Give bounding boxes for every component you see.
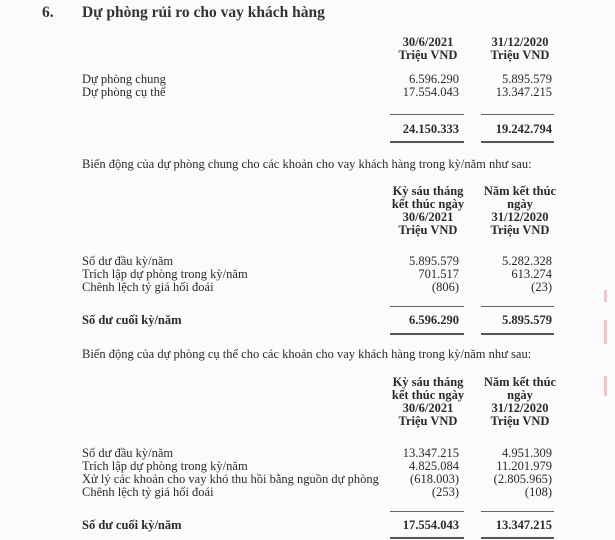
subtotal-rule xyxy=(481,114,554,115)
row-value: 13.347.215 xyxy=(402,446,459,460)
subtotal-rule xyxy=(481,306,554,307)
header-line: Kỳ sáu tháng xyxy=(392,375,464,389)
header-unit: Triệu VND xyxy=(490,414,550,428)
row-value: 11.201.979 xyxy=(496,459,552,473)
row-label: Số dư đầu kỳ/năm xyxy=(82,254,174,268)
header-date: 30/6/2021 xyxy=(402,210,454,224)
row-value: (618.003) xyxy=(410,472,459,486)
section-number: 6. xyxy=(42,4,54,21)
header-line: ngày xyxy=(507,197,533,211)
summary-header-col2 xyxy=(470,36,570,62)
general-header-col2 xyxy=(470,185,570,237)
summary-header-col1 xyxy=(378,36,478,62)
header-unit: Triệu VND xyxy=(398,414,458,428)
header-line: Năm kết thúc xyxy=(483,375,557,389)
row-label: Xử lý các khoản cho vay khó thu hồi bằng nguồn dự phòng xyxy=(82,472,379,486)
row-value: 5.895.579 xyxy=(409,254,459,268)
total-label: Số dư cuối kỳ/năm xyxy=(82,313,182,327)
row-label: Dự phòng chung xyxy=(82,72,166,86)
header-line: kết thúc ngày xyxy=(391,388,465,402)
subtotal-rule xyxy=(390,306,464,307)
general-intro: Biến động của dự phòng chung cho các khoản cho vay khách hàng trong kỳ/năm như sau: xyxy=(82,157,532,171)
header-date: 31/12/2020 xyxy=(491,210,549,224)
row-value: 4.825.084 xyxy=(409,459,459,473)
row-value: 5.282.328 xyxy=(502,254,552,268)
row-value: (806) xyxy=(431,280,459,294)
header-unit: Triệu VND xyxy=(398,223,458,237)
subtotal-rule xyxy=(390,114,464,115)
total-label: Số dư cuối kỳ/năm xyxy=(82,518,182,532)
subtotal-rule xyxy=(390,511,464,512)
specific-header-col1 xyxy=(378,376,478,428)
row-label: Chênh lệch tỷ giá hối đoái xyxy=(82,485,214,499)
row-value: 13.347.215 xyxy=(495,85,552,99)
row-label: Trích lập dự phòng trong kỳ/năm xyxy=(82,267,248,281)
header-date: 31/12/2020 xyxy=(491,401,549,415)
header-date: 30/6/2021 xyxy=(402,35,454,49)
total-value: 5.895.579 xyxy=(502,313,552,327)
total-value: 13.347.215 xyxy=(495,518,552,532)
row-value: 6.596.290 xyxy=(409,72,459,86)
row-value: 4.951.309 xyxy=(502,446,552,460)
row-label: Dự phòng cụ thể xyxy=(82,85,166,99)
total-value: 17.554.043 xyxy=(402,518,459,532)
specific-header-col2 xyxy=(470,376,570,428)
total-rule xyxy=(390,141,464,143)
header-line: Năm kết thúc xyxy=(483,184,557,198)
subtotal-rule xyxy=(481,511,554,512)
general-header-col1 xyxy=(378,185,478,237)
specific-intro: Biến động của dự phòng cụ thể cho các khoản cho vay khách hàng trong kỳ/năm như sau: xyxy=(82,347,532,361)
total-rule xyxy=(481,141,554,143)
total-value: 19.242.794 xyxy=(495,122,552,136)
header-date: 30/6/2021 xyxy=(402,401,454,415)
section-title: Dự phòng rủi ro cho vay khách hàng xyxy=(82,4,325,21)
total-rule xyxy=(481,333,554,335)
header-line: kết thúc ngày xyxy=(391,197,465,211)
total-value: 6.596.290 xyxy=(409,313,459,327)
row-value: (253) xyxy=(431,485,459,499)
header-unit: Triệu VND xyxy=(490,48,550,62)
total-value: 24.150.333 xyxy=(402,122,459,136)
row-value: (108) xyxy=(524,485,552,499)
header-unit: Triệu VND xyxy=(398,48,458,62)
row-value: 17.554.043 xyxy=(402,85,459,99)
row-label: Trích lập dự phòng trong kỳ/năm xyxy=(82,459,248,473)
total-rule xyxy=(390,333,464,335)
header-unit: Triệu VND xyxy=(490,223,550,237)
row-value: 701.517 xyxy=(418,267,459,281)
row-value: 5.895.579 xyxy=(502,72,552,86)
stamp-edge-mark xyxy=(604,376,607,396)
header-line: ngày xyxy=(507,388,533,402)
stamp-edge-mark xyxy=(604,320,607,344)
total-rule xyxy=(481,537,554,539)
row-label: Chênh lệch tỷ giá hối đoái xyxy=(82,280,214,294)
total-rule xyxy=(390,537,464,539)
header-date: 31/12/2020 xyxy=(491,35,549,49)
stamp-edge-mark xyxy=(604,290,607,302)
row-value: (23) xyxy=(531,280,552,294)
row-label: Số dư đầu kỳ/năm xyxy=(82,446,174,460)
header-line: Kỳ sáu tháng xyxy=(392,184,464,198)
row-value: (2.805.965) xyxy=(493,472,552,486)
row-value: 613.274 xyxy=(511,267,552,281)
